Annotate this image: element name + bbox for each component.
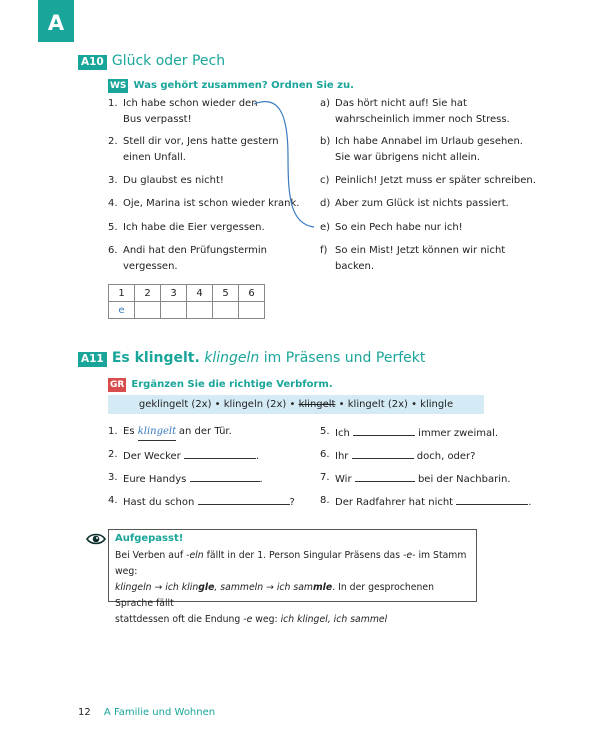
grid-header-cell: 3: [161, 285, 187, 302]
item-text: So ein Pech habe nur ich!: [335, 222, 463, 233]
item-text: Der Radfahrer hat nicht .: [335, 493, 531, 511]
item-number: 5.: [108, 222, 118, 233]
grid-answer-cell[interactable]: [161, 302, 187, 319]
item-number: 6.: [320, 449, 330, 460]
note-title: Aufgepasst!: [115, 533, 184, 544]
item-text: Wir bei der Nachbarin.: [335, 470, 511, 488]
page-footer: [78, 707, 215, 718]
match-right-f: [320, 243, 540, 275]
item-text: Ihr doch, oder?: [335, 447, 475, 465]
item-text: Das hört nicht auf! Sie hat wahrscheinlich immer noch Stress.: [335, 98, 510, 125]
item-text: Ich habe die Eier vergessen.: [123, 222, 265, 233]
grid-answer-cell[interactable]: [135, 302, 161, 319]
gap-blank[interactable]: [353, 424, 415, 436]
a10-instruction-row: [108, 73, 354, 93]
item-text: Ich habe schon wieder den Bus verpasst!: [123, 98, 258, 125]
grid-header-cell: 4: [187, 285, 213, 302]
word-box-text: geklingelt (2x) • klingeln (2x) •: [138, 399, 296, 410]
item-text: Hast du schon ?: [123, 493, 295, 511]
match-right-b: [320, 134, 540, 166]
gap-answer[interactable]: klingelt: [138, 424, 176, 441]
gap-blank[interactable]: [355, 470, 415, 482]
a10-badge: A10: [78, 55, 107, 70]
item-letter: c): [320, 175, 330, 186]
grid-answer-cell[interactable]: [187, 302, 213, 319]
item-number: 4.: [108, 198, 118, 209]
grid-answer-cell[interactable]: e: [109, 302, 135, 319]
item-text: Ich habe Annabel im Urlaub gesehen. Sie war übrigens nicht allein.: [335, 136, 523, 163]
a11-badge: A11: [78, 352, 107, 367]
item-number: 4.: [108, 495, 118, 506]
item-text: Der Wecker .: [123, 447, 259, 465]
word-box-text: • klingelt (2x) • klingle: [338, 399, 454, 410]
item-text: So ein Mist! Jetzt können wir nicht backen.: [335, 245, 506, 272]
chapter-letter: A: [47, 11, 65, 35]
gap-blank[interactable]: [184, 447, 256, 459]
item-letter: d): [320, 198, 331, 209]
a11-instruction: Ergänzen Sie die richtige Verbform.: [131, 379, 333, 390]
item-letter: a): [320, 98, 331, 109]
gap-blank[interactable]: [352, 447, 414, 459]
grid-answer-row: [109, 302, 265, 319]
match-right-a: [320, 96, 540, 128]
item-text: Es klingelt an der Tür.: [123, 424, 232, 441]
item-text: Stell dir vor, Jens hatte gestern einen Unfall.: [123, 136, 279, 163]
note-text: Bei Verben auf -eln fällt in der 1. Person Singular Präsens das -e- im Stamm weg: klingeln → ich klingle, sammeln → ich sammle. In der gesprochenen Sprache fällt stattdessen oft die Endung -e weg: ich klingel, ich sammel: [115, 550, 467, 625]
item-number: 1.: [108, 98, 118, 109]
item-number: 5.: [320, 426, 330, 437]
grid-header-cell: 5: [213, 285, 239, 302]
item-number: 2.: [108, 136, 118, 147]
item-text: Ich immer zweimal.: [335, 424, 498, 442]
a11-instruction-row: [108, 372, 333, 392]
grid-header-cell: 2: [135, 285, 161, 302]
handwritten-match-line: [250, 96, 320, 236]
item-letter: f): [320, 245, 328, 256]
item-number: 1.: [108, 426, 118, 437]
match-left-6: [108, 243, 308, 275]
chapter-tab: [38, 0, 74, 42]
word-box: [108, 395, 484, 414]
item-text: Andi hat den Prüfungstermin vergessen.: [123, 245, 267, 272]
gap-blank[interactable]: [456, 493, 528, 505]
grid-answer-cell[interactable]: [213, 302, 239, 319]
item-number: 2.: [108, 449, 118, 460]
item-text: Oje, Marina ist schon wieder krank.: [123, 198, 300, 209]
a10-heading: [78, 50, 225, 70]
a10-instruction: Was gehört zusammen? Ordnen Sie zu.: [133, 80, 354, 91]
gap-blank[interactable]: [198, 493, 290, 505]
item-text: Eure Handys .: [123, 470, 263, 488]
grid-header-cell: 1: [109, 285, 135, 302]
gr-badge: GR: [110, 380, 125, 390]
item-number: 3.: [108, 175, 118, 186]
grid-header-row: [109, 285, 265, 302]
a10-title: Glück oder Pech: [111, 53, 226, 69]
eye-icon: [86, 532, 106, 546]
grid-answer-cell[interactable]: [239, 302, 265, 319]
item-text: Aber zum Glück ist nichts passiert.: [335, 198, 509, 209]
item-letter: b): [320, 136, 331, 147]
chapter-name: A Familie und Wohnen: [103, 707, 216, 718]
item-number: 6.: [108, 245, 118, 256]
item-text: Du glaubst es nicht!: [123, 175, 224, 186]
item-letter: e): [320, 222, 331, 233]
grid-header-cell: 6: [239, 285, 265, 302]
word-box-struck-word: klingelt: [298, 399, 336, 410]
page-number: 12: [78, 707, 91, 718]
item-number: 8.: [320, 495, 330, 506]
grammar-note-box: [108, 529, 477, 625]
a11-title: Es klingelt. klingeln im Präsens und Perfekt: [111, 350, 426, 366]
item-text: Peinlich! Jetzt muss er später schreiben.: [335, 175, 536, 186]
item-number: 7.: [320, 472, 330, 483]
ws-badge: WS: [110, 81, 127, 91]
gap-blank[interactable]: [190, 470, 260, 482]
a11-heading: [78, 347, 425, 367]
item-number: 3.: [108, 472, 118, 483]
answer-grid: [108, 284, 265, 319]
